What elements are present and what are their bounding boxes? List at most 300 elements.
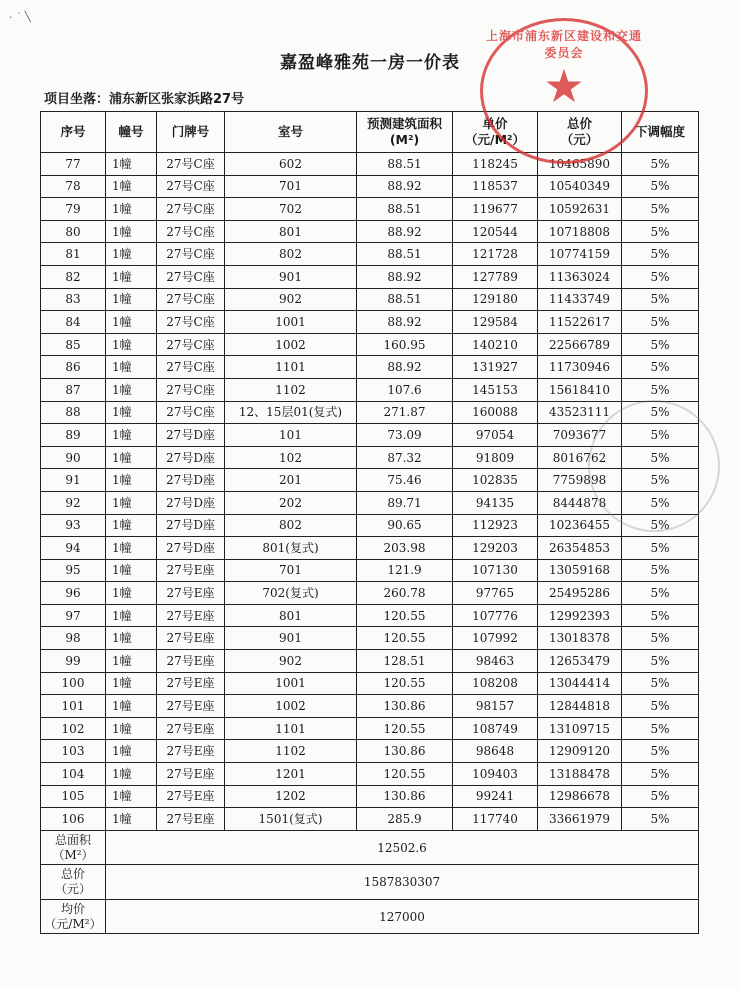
cell-seq: 105 <box>41 785 106 808</box>
cell-total: 25495286 <box>538 582 622 605</box>
cell-room: 1101 <box>225 717 357 740</box>
cell-gate: 27号C座 <box>157 401 225 424</box>
table-row <box>41 672 699 695</box>
header-area-line1: 预测建筑面积 <box>366 115 442 131</box>
cell-unit-price: 98648 <box>453 740 538 763</box>
cell-unit-price: 99241 <box>453 785 538 808</box>
cell-building: 1幢 <box>106 220 157 243</box>
cell-unit-price: 94135 <box>453 491 538 514</box>
cell-gate: 27号E座 <box>157 650 225 673</box>
cell-building: 1幢 <box>106 446 157 469</box>
table-row <box>41 311 699 334</box>
cell-building: 1幢 <box>106 356 157 379</box>
cell-building: 1幢 <box>106 763 157 786</box>
cell-room: 602 <box>225 153 357 176</box>
cell-room: 902 <box>225 288 357 311</box>
cell-unit-price: 108208 <box>453 672 538 695</box>
table-row <box>41 198 699 221</box>
cell-building: 1幢 <box>106 153 157 176</box>
cell-gate: 27号E座 <box>157 582 225 605</box>
cell-room: 702 <box>225 198 357 221</box>
cell-room: 1201 <box>225 763 357 786</box>
stamp-star-icon: ★ <box>543 59 585 113</box>
cell-unit-price: 131927 <box>453 356 538 379</box>
cell-building: 1幢 <box>106 650 157 673</box>
header-total-line1: 总价 <box>566 115 592 131</box>
cell-discount: 5% <box>622 469 699 492</box>
cell-building: 1幢 <box>106 717 157 740</box>
cell-unit-price: 107992 <box>453 627 538 650</box>
cell-building: 1幢 <box>106 672 157 695</box>
table-body <box>41 153 699 831</box>
cell-room: 802 <box>225 514 357 537</box>
cell-area: 75.46 <box>357 469 453 492</box>
cell-total: 33661979 <box>538 808 622 831</box>
cell-seq: 90 <box>41 446 106 469</box>
cell-unit-price: 145153 <box>453 378 538 401</box>
cell-room: 1501(复式) <box>225 808 357 831</box>
cell-gate: 27号C座 <box>157 378 225 401</box>
cell-area: 88.51 <box>357 243 453 266</box>
cell-unit-price: 97765 <box>453 582 538 605</box>
price-table <box>40 111 699 934</box>
total-price-label <box>41 865 106 900</box>
cell-room: 701 <box>225 175 357 198</box>
table-row <box>41 604 699 627</box>
cell-area: 87.32 <box>357 446 453 469</box>
cell-room: 1102 <box>225 740 357 763</box>
cell-discount: 5% <box>622 175 699 198</box>
cell-area: 130.86 <box>357 785 453 808</box>
cell-unit-price: 129203 <box>453 537 538 560</box>
cell-discount: 5% <box>622 604 699 627</box>
cell-area: 160.95 <box>357 333 453 356</box>
stamp-text: 上海市浦东新区建设和交通委员会 <box>485 29 642 60</box>
cell-building: 1幢 <box>106 582 157 605</box>
cell-area: 203.98 <box>357 537 453 560</box>
average-price-label <box>41 899 106 934</box>
cell-building: 1幢 <box>106 288 157 311</box>
cell-building: 1幢 <box>106 537 157 560</box>
cell-unit-price: 102835 <box>453 469 538 492</box>
table-row <box>41 378 699 401</box>
header-unit-price-line2: （元/M²） <box>465 132 525 147</box>
table-row <box>41 763 699 786</box>
cell-area: 88.51 <box>357 288 453 311</box>
cell-room: 1101 <box>225 356 357 379</box>
cell-seq: 78 <box>41 175 106 198</box>
cell-total: 7093677 <box>538 424 622 447</box>
table-row <box>41 243 699 266</box>
cell-building: 1幢 <box>106 604 157 627</box>
cell-discount: 5% <box>622 378 699 401</box>
table-header-row <box>41 112 699 153</box>
cell-seq: 82 <box>41 265 106 288</box>
cell-seq: 103 <box>41 740 106 763</box>
cell-seq: 101 <box>41 695 106 718</box>
cell-room: 1002 <box>225 695 357 718</box>
cell-total: 13044414 <box>538 672 622 695</box>
cell-unit-price: 127789 <box>453 265 538 288</box>
cell-unit-price: 160088 <box>453 401 538 424</box>
cell-unit-price: 108749 <box>453 717 538 740</box>
cell-total: 11363024 <box>538 265 622 288</box>
cell-seq: 98 <box>41 627 106 650</box>
cell-room: 801 <box>225 604 357 627</box>
cell-building: 1幢 <box>106 198 157 221</box>
cell-building: 1幢 <box>106 333 157 356</box>
cell-gate: 27号C座 <box>157 288 225 311</box>
cell-discount: 5% <box>622 424 699 447</box>
cell-total: 10774159 <box>538 243 622 266</box>
cell-unit-price: 129584 <box>453 311 538 334</box>
cell-unit-price: 98157 <box>453 695 538 718</box>
table-row <box>41 740 699 763</box>
total-price-label-line1: 总价 <box>60 867 85 882</box>
address-label: 项目坐落： <box>44 92 110 107</box>
cell-seq: 81 <box>41 243 106 266</box>
header-total-line2: （元） <box>560 132 599 147</box>
cell-discount: 5% <box>622 695 699 718</box>
cell-room: 1202 <box>225 785 357 808</box>
cell-seq: 97 <box>41 604 106 627</box>
header-unit-price <box>453 112 538 153</box>
table-row <box>41 265 699 288</box>
cell-room: 901 <box>225 627 357 650</box>
cell-seq: 79 <box>41 198 106 221</box>
cell-room: 1001 <box>225 672 357 695</box>
cell-gate: 27号C座 <box>157 356 225 379</box>
table-row <box>41 785 699 808</box>
table-row <box>41 582 699 605</box>
cell-unit-price: 120544 <box>453 220 538 243</box>
cell-discount: 5% <box>622 537 699 560</box>
cell-discount: 5% <box>622 763 699 786</box>
cell-room: 12、15层01(复式) <box>225 401 357 424</box>
table-row <box>41 424 699 447</box>
cell-discount: 5% <box>622 333 699 356</box>
cell-room: 801 <box>225 220 357 243</box>
cell-area: 88.92 <box>357 311 453 334</box>
cell-building: 1幢 <box>106 740 157 763</box>
average-price-row <box>41 899 699 934</box>
cell-area: 128.51 <box>357 650 453 673</box>
cell-area: 260.78 <box>357 582 453 605</box>
cell-seq: 93 <box>41 514 106 537</box>
cell-room: 802 <box>225 243 357 266</box>
cell-gate: 27号D座 <box>157 424 225 447</box>
cell-total: 13109715 <box>538 717 622 740</box>
cell-gate: 27号E座 <box>157 717 225 740</box>
cell-discount: 5% <box>622 265 699 288</box>
cell-discount: 5% <box>622 627 699 650</box>
cell-gate: 27号D座 <box>157 446 225 469</box>
cell-unit-price: 98463 <box>453 650 538 673</box>
cell-building: 1幢 <box>106 378 157 401</box>
cell-gate: 27号E座 <box>157 763 225 786</box>
cell-total: 12992393 <box>538 604 622 627</box>
total-area-label-line1: 总面积 <box>54 832 91 847</box>
cell-area: 73.09 <box>357 424 453 447</box>
cell-discount: 5% <box>622 514 699 537</box>
cell-seq: 96 <box>41 582 106 605</box>
cell-total: 10236455 <box>538 514 622 537</box>
cell-discount: 5% <box>622 672 699 695</box>
cell-gate: 27号C座 <box>157 153 225 176</box>
cell-seq: 95 <box>41 559 106 582</box>
total-price-value: 1587830307 <box>106 865 699 900</box>
cell-seq: 77 <box>41 153 106 176</box>
table-row <box>41 559 699 582</box>
cell-building: 1幢 <box>106 627 157 650</box>
header-total <box>538 112 622 153</box>
cell-building: 1幢 <box>106 243 157 266</box>
table-row <box>41 514 699 537</box>
table-row <box>41 717 699 740</box>
cell-seq: 89 <box>41 424 106 447</box>
cell-seq: 83 <box>41 288 106 311</box>
cell-building: 1幢 <box>106 491 157 514</box>
cell-room: 1102 <box>225 378 357 401</box>
cell-area: 120.55 <box>357 717 453 740</box>
cell-gate: 27号E座 <box>157 604 225 627</box>
corner-scan-mark: ٠ ˙ ╲ <box>8 12 31 23</box>
cell-room: 102 <box>225 446 357 469</box>
cell-total: 12653479 <box>538 650 622 673</box>
cell-area: 88.92 <box>357 265 453 288</box>
cell-building: 1幢 <box>106 311 157 334</box>
cell-total: 7759898 <box>538 469 622 492</box>
header-building: 幢号 <box>106 112 157 153</box>
cell-unit-price: 118245 <box>453 153 538 176</box>
cell-area: 120.55 <box>357 604 453 627</box>
cell-room: 801(复式) <box>225 537 357 560</box>
cell-seq: 92 <box>41 491 106 514</box>
cell-total: 10718808 <box>538 220 622 243</box>
cell-gate: 27号C座 <box>157 175 225 198</box>
cell-gate: 27号E座 <box>157 559 225 582</box>
cell-discount: 5% <box>622 198 699 221</box>
cell-area: 90.65 <box>357 514 453 537</box>
cell-area: 120.55 <box>357 627 453 650</box>
cell-area: 88.92 <box>357 220 453 243</box>
cell-discount: 5% <box>622 740 699 763</box>
cell-gate: 27号E座 <box>157 627 225 650</box>
cell-building: 1幢 <box>106 265 157 288</box>
cell-seq: 99 <box>41 650 106 673</box>
cell-total: 13188478 <box>538 763 622 786</box>
cell-discount: 5% <box>622 785 699 808</box>
cell-discount: 5% <box>622 582 699 605</box>
cell-area: 107.6 <box>357 378 453 401</box>
cell-room: 101 <box>225 424 357 447</box>
project-address <box>44 88 244 107</box>
cell-room: 202 <box>225 491 357 514</box>
cell-gate: 27号D座 <box>157 537 225 560</box>
cell-total: 12986678 <box>538 785 622 808</box>
cell-unit-price: 109403 <box>453 763 538 786</box>
cell-unit-price: 117740 <box>453 808 538 831</box>
cell-room: 1002 <box>225 333 357 356</box>
cell-total: 22566789 <box>538 333 622 356</box>
cell-total: 26354853 <box>538 537 622 560</box>
cell-unit-price: 140210 <box>453 333 538 356</box>
cell-unit-price: 107130 <box>453 559 538 582</box>
cell-discount: 5% <box>622 559 699 582</box>
cell-total: 15618410 <box>538 378 622 401</box>
cell-seq: 104 <box>41 763 106 786</box>
cell-room: 902 <box>225 650 357 673</box>
cell-gate: 27号C座 <box>157 333 225 356</box>
cell-unit-price: 97054 <box>453 424 538 447</box>
cell-area: 285.9 <box>357 808 453 831</box>
total-area-value: 12502.6 <box>106 830 699 865</box>
cell-seq: 102 <box>41 717 106 740</box>
page-title: 嘉盈峰雅苑一房一价表 <box>280 53 460 73</box>
cell-total: 43523111 <box>538 401 622 424</box>
cell-room: 1001 <box>225 311 357 334</box>
cell-discount: 5% <box>622 220 699 243</box>
cell-area: 120.55 <box>357 672 453 695</box>
cell-room: 901 <box>225 265 357 288</box>
cell-building: 1幢 <box>106 808 157 831</box>
cell-total: 8444878 <box>538 491 622 514</box>
header-area <box>357 112 453 153</box>
cell-discount: 5% <box>622 288 699 311</box>
cell-unit-price: 121728 <box>453 243 538 266</box>
table-row <box>41 627 699 650</box>
table-row <box>41 220 699 243</box>
cell-seq: 87 <box>41 378 106 401</box>
cell-building: 1幢 <box>106 514 157 537</box>
cell-total: 10592631 <box>538 198 622 221</box>
cell-unit-price: 91809 <box>453 446 538 469</box>
cell-total: 11522617 <box>538 311 622 334</box>
table-row <box>41 808 699 831</box>
cell-seq: 84 <box>41 311 106 334</box>
average-price-value: 127000 <box>106 899 699 934</box>
cell-total: 13059168 <box>538 559 622 582</box>
cell-gate: 27号C座 <box>157 243 225 266</box>
cell-gate: 27号C座 <box>157 265 225 288</box>
cell-discount: 5% <box>622 243 699 266</box>
table-row <box>41 469 699 492</box>
average-price-label-line2: （元/M²） <box>44 916 102 931</box>
cell-unit-price: 107776 <box>453 604 538 627</box>
cell-seq: 91 <box>41 469 106 492</box>
cell-building: 1幢 <box>106 401 157 424</box>
cell-gate: 27号E座 <box>157 785 225 808</box>
cell-gate: 27号E座 <box>157 695 225 718</box>
cell-room: 702(复式) <box>225 582 357 605</box>
header-seq: 序号 <box>41 112 106 153</box>
cell-discount: 5% <box>622 491 699 514</box>
cell-building: 1幢 <box>106 695 157 718</box>
cell-gate: 27号D座 <box>157 491 225 514</box>
cell-area: 88.51 <box>357 153 453 176</box>
cell-building: 1幢 <box>106 424 157 447</box>
cell-unit-price: 129180 <box>453 288 538 311</box>
cell-gate: 27号E座 <box>157 740 225 763</box>
cell-total: 11433749 <box>538 288 622 311</box>
total-area-label <box>41 830 106 865</box>
cell-gate: 27号D座 <box>157 469 225 492</box>
cell-discount: 5% <box>622 356 699 379</box>
cell-building: 1幢 <box>106 785 157 808</box>
cell-seq: 100 <box>41 672 106 695</box>
cell-area: 88.92 <box>357 175 453 198</box>
table-row <box>41 356 699 379</box>
cell-total: 12844818 <box>538 695 622 718</box>
table-row <box>41 695 699 718</box>
cell-room: 701 <box>225 559 357 582</box>
cell-gate: 27号D座 <box>157 514 225 537</box>
cell-total: 11730946 <box>538 356 622 379</box>
cell-area: 271.87 <box>357 401 453 424</box>
cell-total: 10465890 <box>538 153 622 176</box>
total-area-row <box>41 830 699 865</box>
table-row <box>41 537 699 560</box>
cell-gate: 27号C座 <box>157 220 225 243</box>
cell-discount: 5% <box>622 311 699 334</box>
cell-seq: 86 <box>41 356 106 379</box>
cell-building: 1幢 <box>106 469 157 492</box>
cell-discount: 5% <box>622 446 699 469</box>
cell-area: 88.92 <box>357 356 453 379</box>
cell-area: 121.9 <box>357 559 453 582</box>
total-price-row <box>41 865 699 900</box>
table-row <box>41 650 699 673</box>
table-row <box>41 446 699 469</box>
table-row <box>41 153 699 176</box>
cell-total: 12909120 <box>538 740 622 763</box>
cell-area: 88.51 <box>357 198 453 221</box>
cell-area: 120.55 <box>357 763 453 786</box>
header-area-line2: (M²) <box>389 132 420 147</box>
cell-seq: 106 <box>41 808 106 831</box>
cell-seq: 80 <box>41 220 106 243</box>
cell-gate: 27号C座 <box>157 311 225 334</box>
cell-discount: 5% <box>622 153 699 176</box>
total-area-label-line2: （M²） <box>52 847 94 862</box>
cell-unit-price: 118537 <box>453 175 538 198</box>
average-price-label-line1: 均价 <box>60 901 85 916</box>
header-room: 室号 <box>225 112 357 153</box>
cell-unit-price: 119677 <box>453 198 538 221</box>
cell-seq: 88 <box>41 401 106 424</box>
cell-total: 13018378 <box>538 627 622 650</box>
cell-building: 1幢 <box>106 559 157 582</box>
table-row <box>41 333 699 356</box>
table-row <box>41 175 699 198</box>
header-gate: 门牌号 <box>157 112 225 153</box>
cell-discount: 5% <box>622 717 699 740</box>
cell-gate: 27号E座 <box>157 672 225 695</box>
cell-total: 8016762 <box>538 446 622 469</box>
cell-seq: 94 <box>41 537 106 560</box>
cell-total: 10540349 <box>538 175 622 198</box>
cell-unit-price: 112923 <box>453 514 538 537</box>
header-discount: 下调幅度 <box>622 112 699 153</box>
cell-room: 201 <box>225 469 357 492</box>
table-row <box>41 491 699 514</box>
address-value: 浦东新区张家浜路27号 <box>109 92 245 107</box>
cell-seq: 85 <box>41 333 106 356</box>
table-row <box>41 288 699 311</box>
cell-area: 130.86 <box>357 695 453 718</box>
cell-discount: 5% <box>622 401 699 424</box>
header-unit-price-line1: 单价 <box>482 115 508 131</box>
